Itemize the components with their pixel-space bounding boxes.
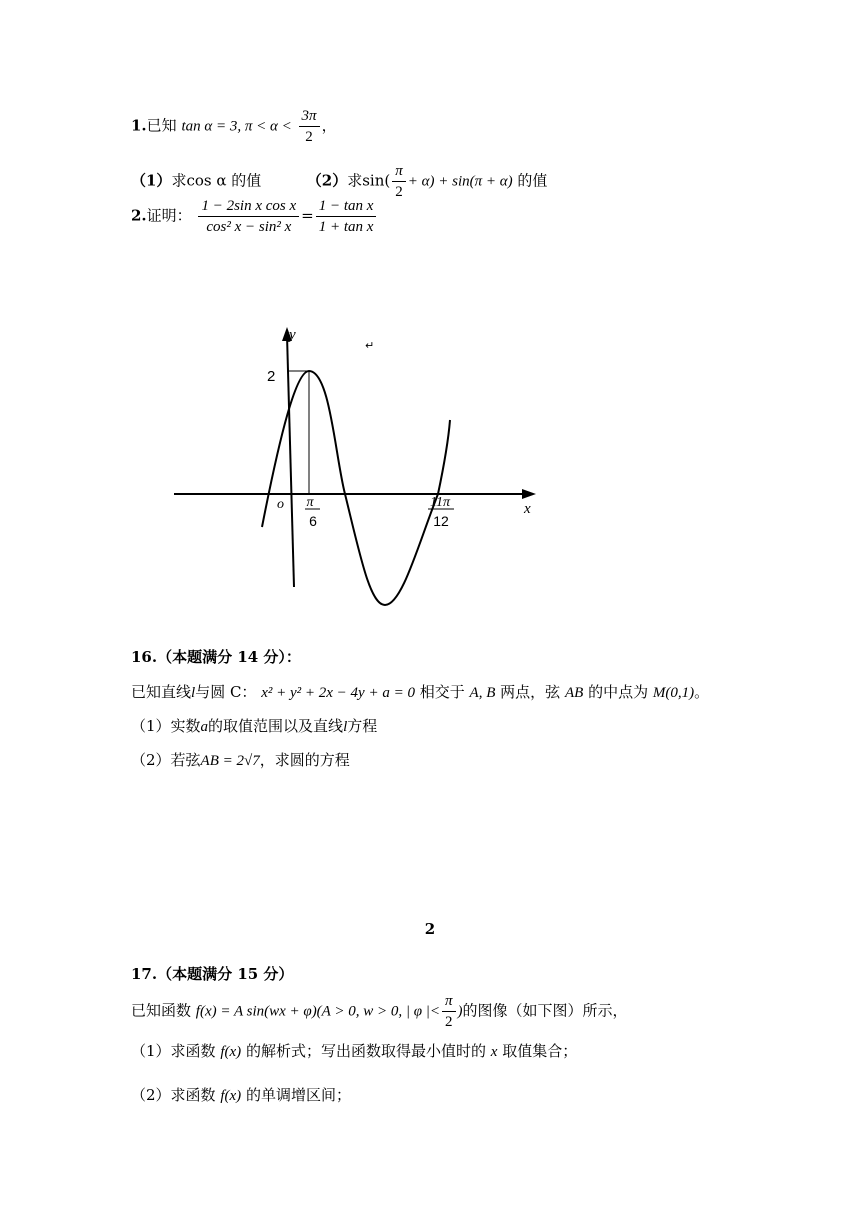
q1-part2-text-c: 的值 [512,171,548,190]
q2-lhs-fraction: $\frac{\text{1 − 2sin x cos x}}{\text{cos² x − sin² x}}$ [198,196,299,237]
q2-intro: 证明： [146,206,192,225]
q1-part1-text: 求cos α 的值 [171,171,262,190]
q17-fraction: $\frac{\pi}{2}$ [442,991,456,1032]
q1-number: 1. [131,116,147,135]
q1-statement: 1.已知 tan α = 3, π < α < $\frac{3\pi}{2}$ ， [131,108,337,145]
q16-part2: （2）若弦AB = 2√7，求圆的方程 [131,751,350,769]
q17-statement: 已知函数 f(x) = A sin(wx + φ)(A > 0, w > 0, | φ |< $\frac{\pi}{2}$ )的图像（如下图）所示， [131,993,628,1030]
q16-statement: 已知直线l与圆 C： x² + y² + 2x − 4y + a = 0 相交于 A, B 两点，弦 AB 的中点为 M(0,1)。 [131,683,710,701]
x-tick-11pi12-num: 11π [430,495,450,510]
y-axis [287,335,294,587]
y-axis-label: y [289,327,296,343]
q17-part2: （2）求函数 f(x) 的单调增区间； [131,1086,351,1104]
q1-part2-text-a: 求sin( [347,171,391,190]
q1-intro: 已知 [146,116,177,135]
return-mark-icon: ↵ [365,339,375,352]
q17-heading: 17.（本题满分 15 分） [131,965,294,983]
x-tick-11pi12-den: 12 [433,513,449,529]
y-tick-2: 2 [267,368,276,385]
x-tick-pi6-num: π [306,495,314,510]
q2-rhs-fraction: $\frac{\text{1 − tan x}}{\text{1 + tan x}}$ [316,196,377,237]
x-tick-pi6-den: 6 [309,513,317,529]
sine-curve [262,371,450,605]
circle-equation: x² + y² + 2x − 4y + a = 0 [261,685,415,701]
x-axis-arrow [522,489,536,499]
q16-heading: 16.（本题满分 14 分）： [131,648,301,666]
q16-part1: （1）实数a的取值范围以及直线l方程 [131,717,378,735]
sine-graph [170,325,550,615]
q17-part1: （1）求函数 f(x) 的解析式；写出函数取得最小值时的 x 取值集合； [131,1042,578,1060]
q1-part2-fraction: $\frac{\pi}{2}$ [392,161,406,202]
origin-label: o [277,497,284,512]
x-axis-label: x [524,501,531,517]
q2-statement: 2.证明： $\frac{\text{1 − 2sin x cos x}}{\text{cos² x − sin² x}}$ = $\frac{\text{1 − tan x}}{\text{1 + tan x}}$ [131,196,378,237]
page-number: 2 [424,920,436,938]
q1-part2-text-b: + α) + sin(π + α) [407,173,513,190]
q2-number: 2. [131,206,147,225]
function-definition: f(x) = A sin(wx + φ)(A > 0, w > 0, | φ |< [195,1003,440,1020]
q1-fraction: $\frac{3\pi}{2}$ [299,106,320,147]
q1-part2-label: （2） [306,171,348,190]
q1-condition: tan α = 3, π < α < [181,118,292,135]
q1-part1-label: （1） [131,171,172,190]
